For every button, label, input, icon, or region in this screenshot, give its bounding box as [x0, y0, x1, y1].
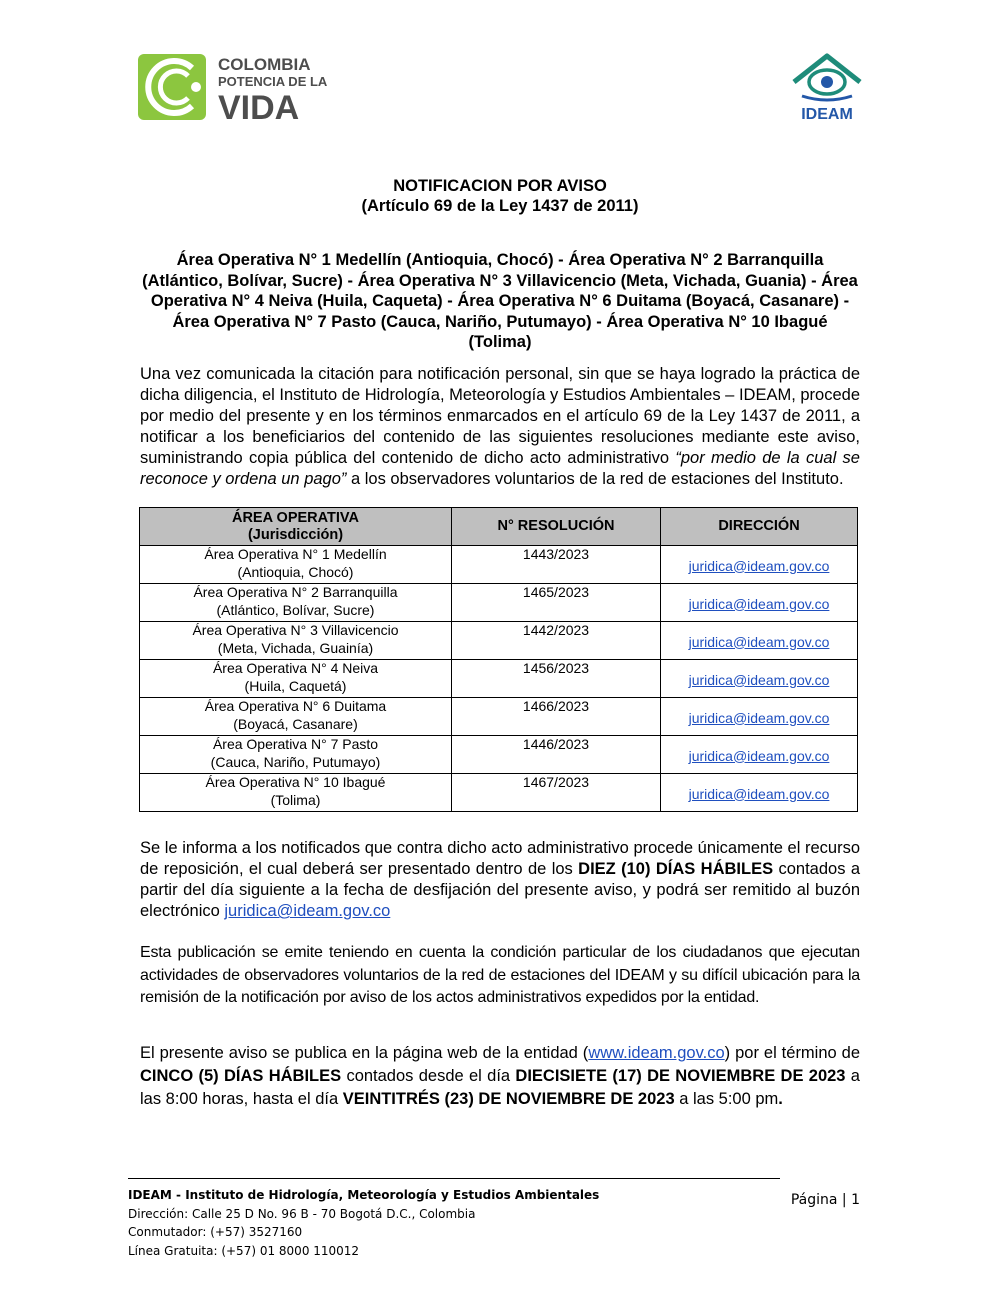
- intro-text-b: a los observadores voluntarios de la red de estaciones del Instituto.: [346, 470, 844, 488]
- cell-address: [661, 660, 858, 698]
- email-link[interactable]: juridica@ideam.gov.co: [688, 747, 830, 764]
- publication-text-a: El presente aviso se publica en la página web de la entidad (: [140, 1044, 589, 1062]
- area-jurisdiction: (Antioquia, Chocó): [237, 563, 354, 580]
- table-row: [140, 584, 858, 622]
- cell-resolution: 1465/2023: [452, 584, 661, 622]
- cell-area: [140, 660, 452, 698]
- ideam-pupil-icon: [821, 76, 833, 88]
- cell-area: [140, 698, 452, 736]
- areas-heading: Área Operativa N° 1 Medellín (Antioquia, Chocó) - Área Operativa N° 2 Barranquilla (Atlántico, Bolívar, Sucre) - Área Operativa N° 3 Villavicencio (Meta, Vichada, Guania) - Área Operativa N° 4 Neiva (Huila, Caqueta) - Área Operativa N° 6 Duitama (Boyacá, Casanare) - Área Operativa N° 7 Pasto (Cauca, Nariño, Putumayo) - Área Operativa N° 10 Ibagué (Tolima): [142, 251, 858, 351]
- appeal-text-a: Se le informa a los notificados que contra dicho acto administrativo procede únicamente el recurso de reposición, el cual deberá ser presentado dentro de los: [140, 839, 860, 878]
- cell-resolution: 1442/2023: [452, 622, 661, 660]
- header-area-line1: ÁREA OPERATIVA: [231, 509, 360, 526]
- email-link[interactable]: juridica@ideam.gov.co: [688, 709, 830, 726]
- email-link[interactable]: juridica@ideam.gov.co: [688, 633, 830, 650]
- area-name: Área Operativa N° 4 Neiva: [212, 660, 379, 676]
- publication-start-date: DIECISIETE (17) DE NOVIEMBRE DE 2023: [515, 1067, 846, 1085]
- ideam-logo: [788, 52, 866, 122]
- footer-phone: Conmutador: (+57) 3527160: [128, 1225, 303, 1239]
- cell-area: [140, 584, 452, 622]
- footer-divider: [128, 1178, 780, 1179]
- cell-address: [661, 736, 858, 774]
- cell-address: [661, 774, 858, 812]
- logo-line1: COLOMBIA: [218, 55, 311, 74]
- logo-dot: [191, 82, 201, 92]
- cell-resolution: 1443/2023: [452, 546, 661, 584]
- area-name: Área Operativa N° 10 Ibagué: [205, 774, 386, 790]
- publication-duration: CINCO (5) DÍAS HÁBILES: [140, 1067, 342, 1085]
- cell-address: [661, 546, 858, 584]
- table-row: [140, 774, 858, 812]
- publication-text-e: a las 5:00 pm: [674, 1090, 779, 1108]
- table-row: [140, 660, 858, 698]
- appeal-paragraph: [140, 838, 860, 922]
- area-name: Área Operativa N° 3 Villavicencio: [192, 622, 399, 638]
- area-jurisdiction: (Cauca, Nariño, Putumayo): [210, 753, 381, 770]
- intro-italic-quote: “por medio de la cual se reconoce y ordena un pago”: [140, 449, 860, 488]
- table-row: [140, 698, 858, 736]
- publication-paragraph: [140, 1042, 860, 1111]
- footer-address: Dirección: Calle 25 D No. 96 B - 70 Bogotá D.C., Colombia: [128, 1206, 476, 1221]
- justification-paragraph: Esta publicación se emite teniendo en cuenta la condición particular de los ciudadanos que ejecutan actividades de observadores voluntarios de la red de estaciones del IDEAM y su difícil ubicación para la remisión de la notificación por aviso de los actos administrativos expedidos por la entidad.: [140, 944, 860, 1006]
- ideam-wave-icon: [802, 96, 852, 100]
- cell-resolution: 1467/2023: [452, 774, 661, 812]
- publication-text-c: contados desde el día: [341, 1067, 516, 1085]
- footer-org: IDEAM - Instituto de Hidrología, Meteorología y Estudios Ambientales: [128, 1188, 600, 1202]
- area-name: Área Operativa N° 7 Pasto: [212, 736, 379, 752]
- cell-address: [661, 622, 858, 660]
- resolutions-table: [139, 507, 858, 812]
- publication-text-d: a las 8:00 horas, hasta el día: [140, 1067, 860, 1108]
- area-jurisdiction: (Meta, Vichada, Guainía): [217, 639, 374, 656]
- appeal-deadline: DIEZ (10) DÍAS HÁBILES: [578, 860, 774, 878]
- appeal-email-link[interactable]: juridica@ideam.gov.co: [224, 902, 391, 920]
- ideam-logo-text: IDEAM: [801, 106, 853, 122]
- colombia-potencia-logo: [136, 52, 336, 124]
- area-jurisdiction: (Huila, Caquetá): [244, 677, 347, 694]
- header-area: [140, 508, 452, 546]
- area-name: Área Operativa N° 6 Duitama: [204, 698, 387, 714]
- cell-area: [140, 546, 452, 584]
- logo-line3: VIDA: [218, 89, 300, 124]
- email-link[interactable]: juridica@ideam.gov.co: [688, 671, 830, 688]
- area-jurisdiction: (Tolima): [270, 791, 321, 808]
- cell-address: [661, 698, 858, 736]
- cell-address: [661, 584, 858, 622]
- footer-toll-free: Línea Gratuita: (+57) 01 8000 110012: [128, 1243, 360, 1258]
- header-resolution: N° RESOLUCIÓN: [452, 508, 661, 546]
- area-jurisdiction: (Atlántico, Bolívar, Sucre): [216, 601, 375, 618]
- page-number: Página | 1: [790, 1192, 860, 1208]
- email-link[interactable]: juridica@ideam.gov.co: [688, 557, 830, 574]
- cell-resolution: 1456/2023: [452, 660, 661, 698]
- cell-area: [140, 736, 452, 774]
- area-name: Área Operativa N° 1 Medellín: [204, 546, 387, 562]
- cell-area: [140, 774, 452, 812]
- area-jurisdiction: (Boyacá, Casanare): [233, 715, 358, 732]
- document-title: NOTIFICACION POR AVISO: [393, 177, 607, 195]
- website-link[interactable]: www.ideam.gov.co: [588, 1044, 725, 1062]
- appeal-text-b: contados a partir del día siguiente a la fecha de desfijación del presente aviso, y podrá ser remitido al buzón electrónico: [140, 860, 860, 920]
- table-row: [140, 622, 858, 660]
- table-header-row: [140, 508, 858, 546]
- cell-area: [140, 622, 452, 660]
- intro-text-a: Una vez comunicada la citación para notificación personal, sin que se haya logrado la práctica de dicha diligencia, el Instituto de Hidrología, Meteorología y Estudios Ambientales – IDEAM, procede por medio del presente y en los términos enmarcados en el artículo 69 de la Ley 1437 de 2011, a notificar a los beneficiarios del contenido de las siguientes resoluciones mediante este aviso, suministrando copia pública del contenido de dicho acto administrativo: [140, 365, 860, 467]
- email-link[interactable]: juridica@ideam.gov.co: [688, 785, 830, 802]
- table-row: [140, 546, 858, 584]
- area-name: Área Operativa N° 2 Barranquilla: [193, 584, 398, 600]
- intro-paragraph: [140, 364, 860, 490]
- header-area-line2: (Jurisdicción): [247, 526, 344, 543]
- footer: [128, 1186, 599, 1260]
- publication-text-b: ) por el término de: [724, 1044, 860, 1062]
- header-address: DIRECCIÓN: [661, 508, 858, 546]
- publication-period: .: [778, 1090, 783, 1108]
- logo-line2: POTENCIA DE LA: [218, 74, 328, 89]
- table-row: [140, 736, 858, 774]
- document-subtitle: (Artículo 69 de la Ley 1437 de 2011): [361, 197, 639, 215]
- cell-resolution: 1466/2023: [452, 698, 661, 736]
- publication-end-date: VEINTITRÉS (23) DE NOVIEMBRE DE 2023: [342, 1090, 675, 1108]
- cell-resolution: 1446/2023: [452, 736, 661, 774]
- email-link[interactable]: juridica@ideam.gov.co: [688, 595, 830, 612]
